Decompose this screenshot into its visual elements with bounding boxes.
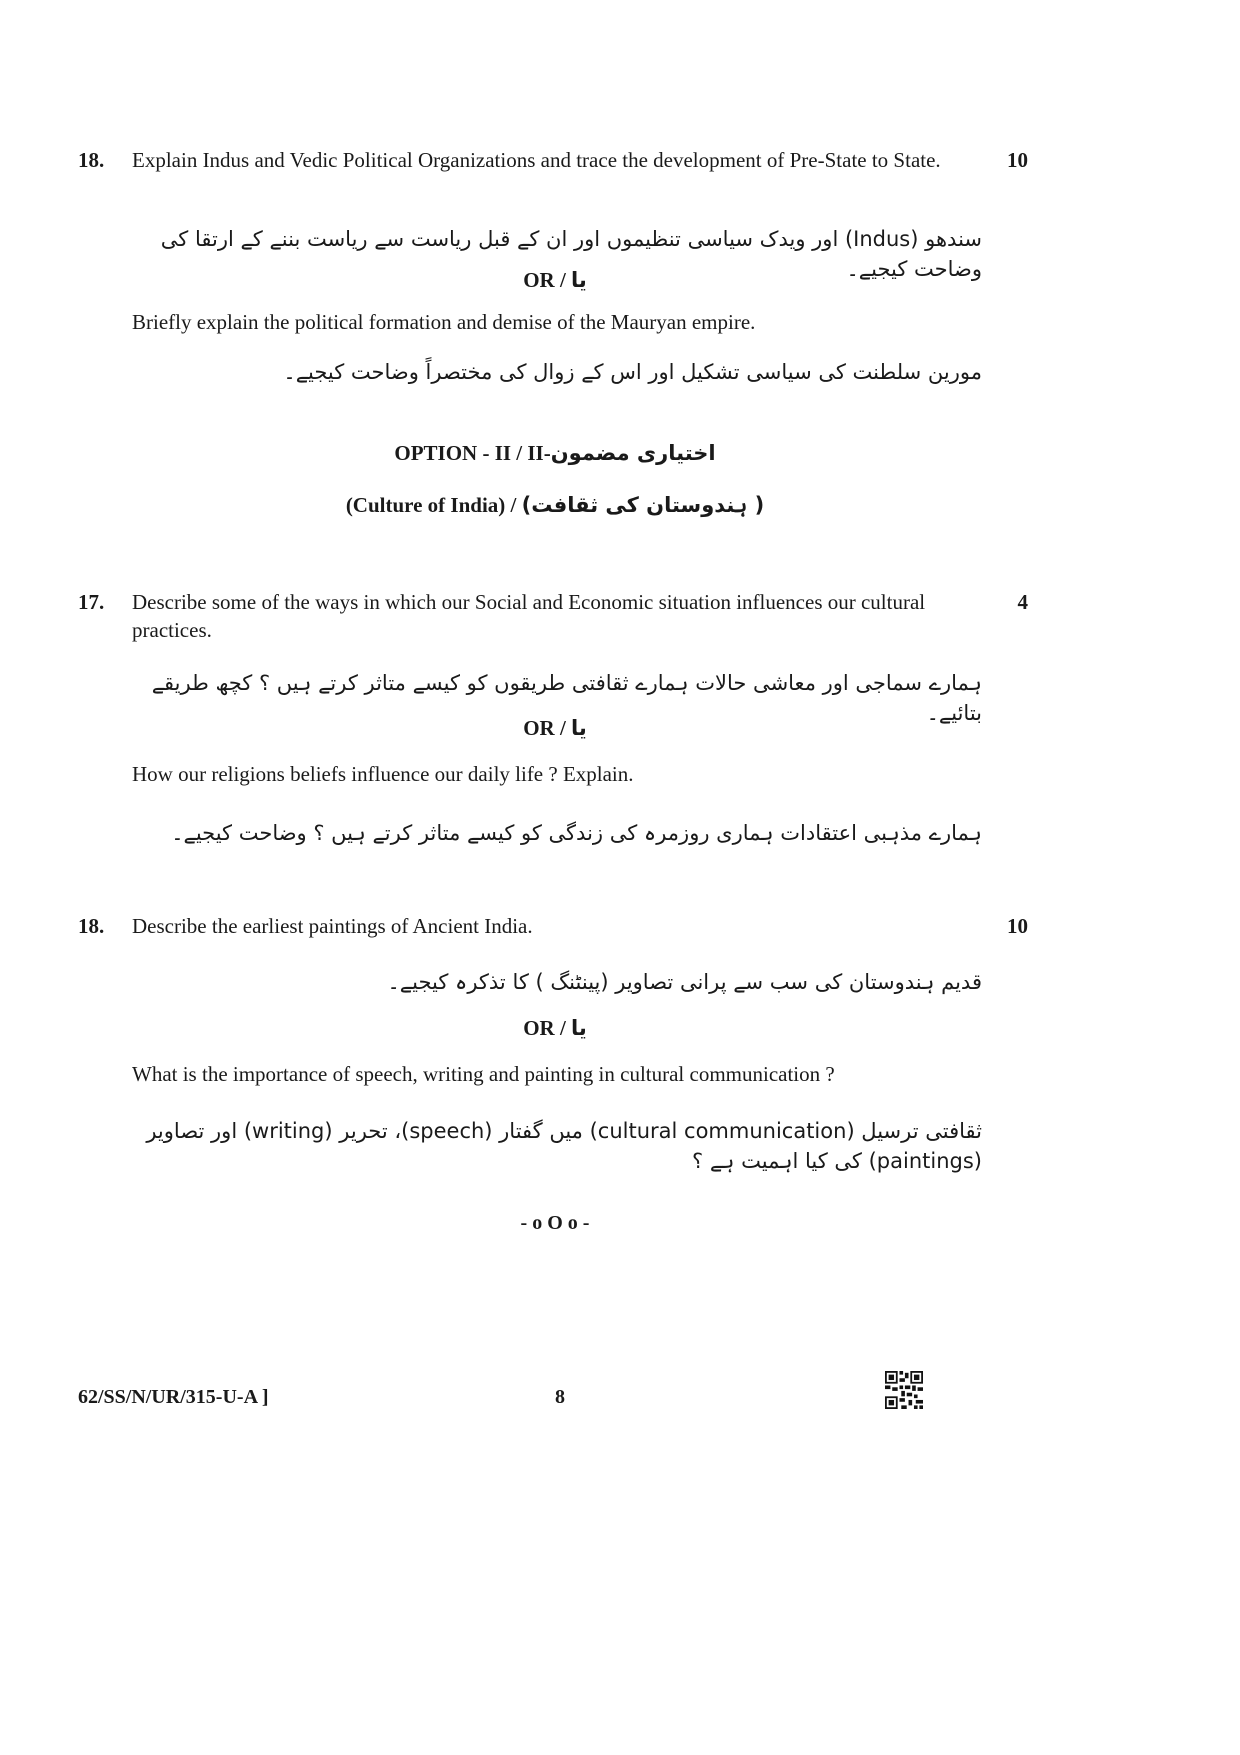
option-heading (255, 441, 855, 466)
question-number: 18. (78, 914, 105, 938)
or-label: OR / (523, 268, 566, 292)
question-text: Describe some of the ways in which our Social and Economic situation influences our cultural practices. (132, 590, 926, 642)
question-text: Explain Indus and Vedic Political Organizations and trace the development of Pre-State to State. (132, 148, 941, 172)
alternative-question-text: What is the importance of speech, writing and painting in cultural communication ? (132, 1062, 835, 1086)
option-subheading-en: (Culture of India) / (345, 493, 517, 517)
or-label-urdu: یا (571, 1016, 587, 1040)
option-subheading-urdu: (ہندوستان کی ثقافت ) (521, 493, 765, 517)
or-label: OR / (523, 1016, 566, 1040)
question-text-urdu: قدیم ہندوستان کی سب سے پرانی تصاویر (پینٹنگ ) کا تذکرہ کیجیے۔ (387, 970, 982, 994)
alternative-question-text: How our religions beliefs influence our daily life ? Explain. (132, 762, 634, 786)
question-marks: 4 (1017, 590, 1028, 614)
qr-code-icon (885, 1371, 923, 1409)
or-separator (455, 716, 655, 741)
page-number: 8 (555, 1386, 565, 1408)
or-separator (455, 1016, 655, 1041)
or-separator (455, 268, 655, 293)
alternative-question-text-urdu: مورین سلطنت کی سیاسی تشکیل اور اس کے زوال کی مختصراً وضاحت کیجیے۔ (283, 360, 982, 384)
option-subheading (255, 493, 855, 518)
option-heading-en: OPTION - II / II- (394, 441, 551, 465)
question-marks: 10 (1007, 914, 1028, 938)
alternative-question-text-urdu: ہمارے مذہبی اعتقادات ہماری روزمرہ کی زندگی کو کیسے متاثر کرتے ہیں ؟ وضاحت کیجیے۔ (171, 821, 982, 845)
question-text-urdu: ہمارے سماجی اور معاشی حالات ہمارے ثقافتی طریقوں کو کیسے متاثر کرتے ہیں ؟ کچھ طریقے بتائیے۔ (151, 671, 982, 725)
alternative-question-text: Briefly explain the political formation and demise of the Mauryan empire. (132, 310, 756, 334)
or-label-urdu: یا (571, 716, 587, 740)
question-number: 18. (78, 148, 105, 172)
end-of-paper-mark: - o O o - (520, 1212, 590, 1234)
or-label-urdu: یا (571, 268, 587, 292)
question-text: Describe the earliest paintings of Ancient India. (132, 914, 533, 938)
question-number: 17. (78, 590, 105, 614)
paper-code: 62/SS/N/UR/315-U-A ] (78, 1386, 269, 1408)
alternative-question-text-urdu: ثقافتی ترسیل (cultural communication) میں گفتار (speech)، تحریر (writing) اور تصاویر (paintings) کی کیا اہمیت ہے ؟ (146, 1119, 982, 1173)
question-text-urdu: سندھو (Indus) اور ویدک سیاسی تنظیموں اور ان کے قبل ریاست سے ریاست بننے کے ارتقا کی وضاحت کیجیے۔ (160, 227, 982, 281)
option-heading-urdu: اختیاری مضمون (550, 441, 716, 465)
question-marks: 10 (1007, 148, 1028, 172)
or-label: OR / (523, 716, 566, 740)
